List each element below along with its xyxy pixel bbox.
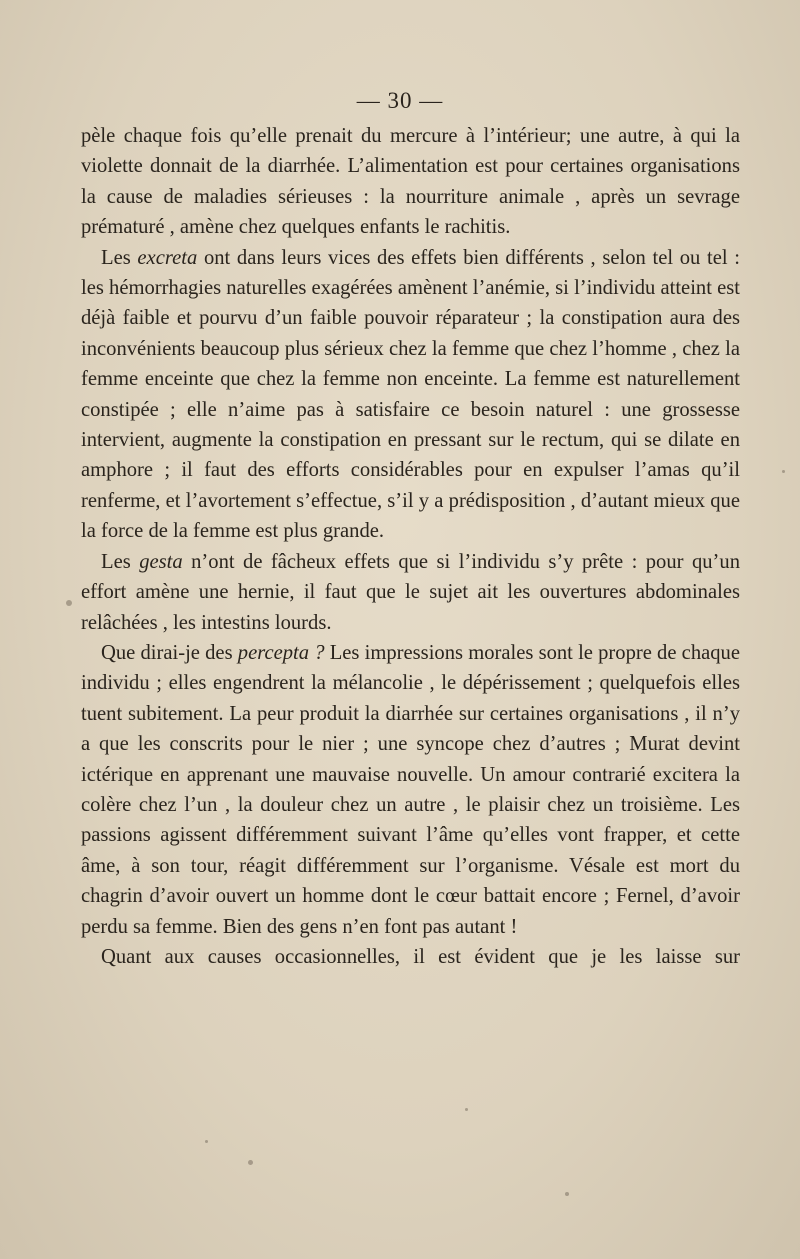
text-run: Les impressions morales sont le propre de chaque individu ; elles engendrent la mélancolie , le dépérissement ; quelquefois elles tuent subitement. La peur produit la diarrhée sur certaines organisations , il n’y a que les conscrits pour le nier ; une syncope chez d’autres ; Murat devint ictérique en apprenant une mauvaise nouvelle. Un amour contrarié excitera la colère chez l’un , la douleur chez un autre , le plaisir chez un troisième. Les passions agissent différemment suivant l’âme qu’elles vont frapper, et cette âme, à son tour, réagit différemment sur l’organisme. Vésale est mort du chagrin d’avoir ouvert un homme dont le cœur battait encore ; Fernel, d’avoir perdu sa femme. Bien des gens n’en font pas autant ! xyxy=(81,641,740,938)
paper-speck xyxy=(782,470,785,473)
paragraph xyxy=(81,942,740,972)
paragraph xyxy=(81,121,740,243)
text-run: Quant aux causes occasionnelles, il est évident que je les laisse sur xyxy=(101,945,740,968)
paragraph xyxy=(81,547,740,638)
italic-term: percepta ? xyxy=(237,641,325,664)
italic-term: excreta xyxy=(137,246,198,269)
paragraph xyxy=(81,638,740,942)
text-run: ont dans leurs vices des effets bien différents , selon tel ou tel : les hémorrhagies naturelles exagérées amènent l’anémie, si l’individu atteint est déjà faible et pourvu d’un faible pouvoir réparateur ; la constipation aura des inconvénients beaucoup plus sérieux chez la femme que chez l’homme , chez la femme enceinte que chez la femme non enceinte. La femme est naturellement constipée ; elle n’aime pas à satisfaire ce besoin naturel : une grossesse intervient, augmente la constipation en pressant sur le rectum, qui se dilate en amphore ; il faut des efforts considérables pour en expulser l’amas qu’il renferme, et l’avortement s’effectue, s’il y a prédisposition , d’autant mieux que la force de la femme est plus grande. xyxy=(81,246,741,543)
paper-speck xyxy=(205,1140,208,1143)
text-run: Que dirai-je des xyxy=(101,641,238,664)
italic-term: gesta xyxy=(139,550,183,573)
body-text xyxy=(81,121,740,972)
text-run: Les xyxy=(101,246,138,269)
paragraph xyxy=(81,243,740,547)
text-run: pèle chaque fois qu’elle prenait du mercure à l’intérieur; une autre, à qui la violette donnait de la diarrhée. L’alimentation est pour certaines organisations la cause de maladies sérieuses : la nourriture animale , après un sevrage prématuré , amène chez quelques enfants le rachitis. xyxy=(81,125,740,239)
text-run: n’ont de fâcheux effets que si l’individu s’y prête : pour qu’un effort amène une hernie, il faut que le sujet ait les ouvertures abdominales relâchées , les intestins lourds. xyxy=(81,550,740,634)
paper-speck xyxy=(465,1108,468,1111)
paper-speck xyxy=(66,600,72,606)
page-number: — 30 — xyxy=(356,88,444,113)
text-run: Les xyxy=(101,550,140,573)
paper-speck xyxy=(565,1192,569,1196)
paper-speck xyxy=(248,1160,253,1165)
